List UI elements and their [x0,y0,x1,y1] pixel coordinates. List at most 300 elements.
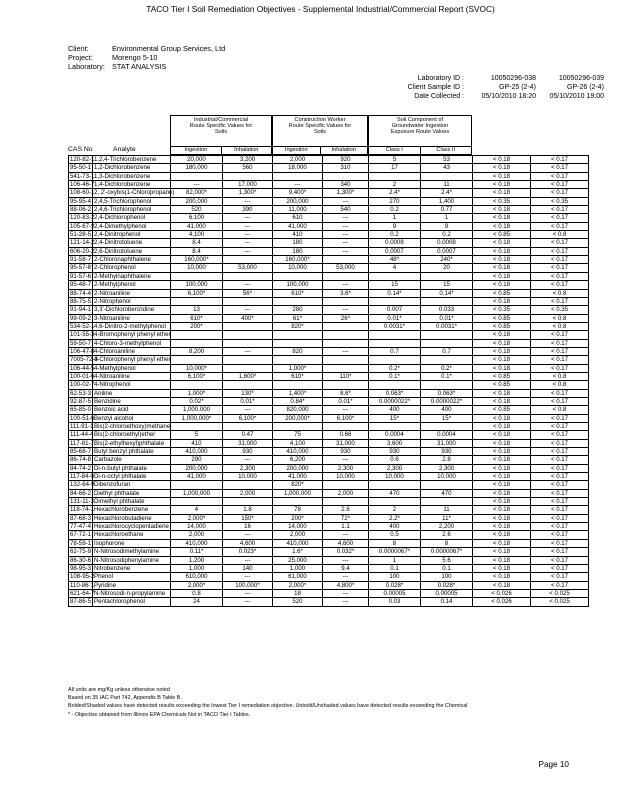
sample-1-result-cell: < 0.18 [473,214,531,222]
table-row [69,523,589,531]
ic-inhalation-cell: --- [223,589,273,597]
cas-cell: 534-52-1 [70,322,95,330]
cas-cell: 88-06-2 [70,206,92,214]
client-line [68,44,225,53]
analyte-cell: 2,4,5-Trichlorophenol [93,197,171,205]
sample-2-result-cell: < 0.8 [531,322,589,330]
cw-ingestion-cell: 180 [273,239,323,247]
ic-inhalation-cell: 140 [223,564,273,572]
ic-inhalation-cell [223,381,273,389]
table-row [69,489,589,497]
ic-ingestion-cell: 610,000 [171,573,223,581]
sample-2-result-cell: < 0.17 [531,256,589,264]
sample-2-result-cell: < 0.17 [531,239,589,247]
cw-inhalation-cell [323,498,369,506]
sample-2-result-cell: < 0.17 [531,431,589,439]
gw-class-1-cell: 2.2* [369,514,421,522]
table-row [69,264,589,272]
sample-1-result-cell: < 0.85 [473,406,531,414]
ic-inhalation-cell: 3,200 [223,156,273,164]
gw-class-2-cell: 0.7 [421,347,473,355]
footnote-shading: Bolded/Shaded values have detected results exceeding the lowest Tier I remediation objective. Unbold/Unshaded values have detected results exceeding the Chemical [68,703,468,710]
sample-1-result-cell: < 0.18 [473,439,531,447]
cas-cell: 7005-72-3 [70,356,98,364]
table-row [69,222,589,230]
sample-2-result-cell: < 0.17 [531,439,589,447]
ic-inhalation-cell: 56* [223,289,273,297]
cw-inhalation-cell [323,272,369,280]
gw-class-2-cell: 2.6 [421,531,473,539]
analyte-cell: Di-n-butyl phthalate [93,464,171,472]
project-line [68,53,157,62]
cas-cell: 106-44-5 [70,364,95,372]
cw-inhalation-cell: 2.6 [323,506,369,514]
cas-cell: 62-53-3 [70,389,92,397]
ic-ingestion-cell: 200,000 [171,464,223,472]
ic-inhalation-cell: --- [223,222,273,230]
analyte-cell: 4-Bromophenyl phenyl ether [94,331,171,339]
gw-subheader [369,146,471,154]
gw-class-1-cell: 0.5 [369,531,421,539]
sample-1-result-cell: < 0.18 [473,222,531,230]
sample-2-result-cell: < 0.17 [531,556,589,564]
analyte-cell: 2,4-Dichlorophenol [93,214,171,222]
sample-1-result-cell: < 0.18 [473,531,531,539]
cas-cell: 108-95-2 [70,573,95,581]
cw-inhalation-cell: 9.4 [323,564,369,572]
gw-class-2-cell: 0.0000067* [421,548,473,556]
table-row [69,589,589,597]
cas-cell: 105-67-9 [70,222,95,230]
cw-ingestion-cell: 2,000 [273,156,323,164]
table-row [69,431,589,439]
cas-cell: 111-44-4 [70,431,94,439]
cw-inhalation-cell: --- [323,214,369,222]
ic-inhalation-cell: 0.47 [223,431,273,439]
cw-ingestion-cell: 610 [273,214,323,222]
cas-cell: 65-85-0 [70,406,92,414]
gw-class-1-cell [369,356,421,364]
cw-inhalation-cell: 2,000 [323,489,369,497]
table-row [69,281,589,289]
gw-header-line-1: Soil Component of [396,117,444,123]
ic-inhalation-cell: 1,300* [223,189,273,197]
gw-class-2-cell: 0.033 [421,306,473,314]
sample-1-result-cell: < 0.18 [473,364,531,372]
cas-cell: 101-55-3 [70,331,95,339]
gw-class-2-cell: 2,200 [421,523,473,531]
table-row [69,322,589,330]
gw-class-1-cell: 9 [369,222,421,230]
sample-2-result-cell: < 0.17 [531,414,589,422]
sample-1-result-cell: < 0.18 [473,347,531,355]
table-row [69,372,589,380]
sample-2-result-cell: < 0.17 [531,356,589,364]
cas-cell: 606-20-2 [70,247,95,255]
gw-class-2-cell [421,339,473,347]
sample-1-result-cell: < 0.18 [473,498,531,506]
analyte-cell: 2,4-Dinitrotoluene [93,239,171,247]
cas-cell: 108-60-1 [70,189,95,197]
analyte-cell: N-Nitrosodi-n-propylamine [93,589,171,597]
sample-1-result-cell: < 0.18 [473,156,531,164]
cas-cell: 100-01-6 [70,372,95,380]
sample-1-result-cell: < 0.18 [473,206,531,214]
gw-class-2-cell: 11 [421,181,473,189]
cas-cell: 86-74-8 [70,456,92,464]
cas-cell: 77-47-4 [70,523,92,531]
cw-inhalation-cell: --- [323,556,369,564]
ic-ingestion-cell: 0.11* [171,548,223,556]
cw-subheader [273,146,367,154]
gw-class-2-cell [421,381,473,389]
table-row [69,506,589,514]
sample-1-result-cell: < 0.18 [473,264,531,272]
gw-class-1-cell: 4 [369,264,421,272]
cas-cell: 99-09-2 [70,314,92,322]
cw-ingestion-cell: 1,400* [273,389,323,397]
gw-class-2-cell: 100 [421,573,473,581]
sample-1-result-cell: < 0.18 [473,431,531,439]
sample-2-result-cell: < 0.17 [531,206,589,214]
cas-cell: 67-72-1 [70,531,92,539]
analyte-cell: 2-Methylphenol [93,281,171,289]
sample-2-result-cell: < 0.17 [531,156,589,164]
cw-inhalation-cell: 72* [323,514,369,522]
ic-inhalation-cell: 400* [223,314,273,322]
sample-2-result-cell: < 0.17 [531,172,589,180]
ic-ingestion-header: Ingestion [171,147,222,154]
sample-2-result-cell: < 0.17 [531,498,589,506]
gw-class-2-cell: 10,000 [421,473,473,481]
sample-1-result-cell: < 0.18 [473,256,531,264]
gw-class-2-cell: 0.2 [421,231,473,239]
sample-1-result-cell: < 0.18 [473,581,531,589]
sample-1-result-cell: < 0.18 [473,523,531,531]
cw-inhalation-cell [323,322,369,330]
sample-1-result-cell: < 0.026 [473,598,531,606]
footnote-units: All units are mg/Kg unless otherwise noted [68,687,170,693]
ic-ingestion-cell: 2,000* [171,514,223,522]
ic-inhalation-cell: 4,600 [223,539,273,547]
cw-ingestion-cell: 1.6* [273,548,323,556]
cw-inhalation-cell: --- [323,589,369,597]
gw-class-1-cell: 2 [369,181,421,189]
ic-header-line-3: Soils [214,129,228,136]
cw-inhalation-cell [323,339,369,347]
cw-inhalation-cell: 4,800* [323,581,369,589]
ic-inhalation-cell: --- [223,573,273,581]
table-row [69,464,589,472]
gw-class-1-cell: 930 [369,448,421,456]
cas-cell: 84-66-2 [70,489,92,497]
ic-inhalation-cell: --- [223,247,273,255]
analyte-cell: Benzidine [93,397,171,405]
analyte-cell: 4-Nitrophenol [93,381,171,389]
cw-inhalation-cell: 540 [323,206,369,214]
gw-class-2-header: Class II [436,147,456,153]
cw-ingestion-cell: 520 [273,598,323,606]
table-row [69,364,589,372]
ic-ingestion-cell: 2,000 [171,531,223,539]
cw-ingestion-cell: 10,000 [273,264,323,272]
gw-class-1-cell: 5 [369,156,421,164]
table-row [69,239,589,247]
cw-ingestion-cell [273,356,323,364]
cw-inhalation-cell [323,331,369,339]
gw-class-2-cell: 15* [421,414,473,422]
table-row [69,189,589,197]
cw-ingestion-cell: 9,400* [273,189,323,197]
sample-1-result-cell: < 0.18 [473,239,531,247]
cw-ingestion-cell: 18,000 [273,164,323,172]
sample-2-result-cell: < 0.17 [531,389,589,397]
cas-cell: 120-83-2 [70,214,95,222]
cw-inhalation-cell: 2,300 [323,464,369,472]
gw-class-2-cell: 11 [421,506,473,514]
gw-class-2-cell: 0.0031* [421,322,473,330]
gw-class-1-cell: 0.14* [369,289,421,297]
cw-ingestion-cell: 4,100 [273,439,323,447]
ic-ingestion-cell [171,339,223,347]
ic-ingestion-cell: 10,000 [171,264,223,272]
cas-cell: 95-95-4 [70,197,92,205]
gw-class-1-cell [369,331,421,339]
ic-inhalation-cell: 31,000 [223,439,273,447]
cw-inhalation-cell: 6,100* [323,414,369,422]
results-table [68,155,589,607]
sample-1-result-cell: < 0.18 [473,473,531,481]
gw-class-2-cell: 0.0008 [421,239,473,247]
gw-class-1-cell: 1 [369,214,421,222]
ic-ingestion-cell [171,297,223,305]
cw-inhalation-cell: --- [323,197,369,205]
ic-header-line-2: Route Specific Values for [189,123,253,130]
gw-class-2-cell: 0.01* [421,314,473,322]
cas-cell: 86-30-6 [70,556,92,564]
ic-inhalation-cell: --- [223,239,273,247]
ic-inhalation-cell [223,331,273,339]
sample-2-result-cell: < 0.17 [531,539,589,547]
table-row [69,473,589,481]
lab-id-1: 10050296-038 [490,75,536,82]
sample-1-result-cell: < 0.18 [473,456,531,464]
gw-class-2-cell: 240* [421,256,473,264]
sample-1-result-cell: < 0.18 [473,281,531,289]
cw-inhalation-cell [323,481,369,489]
gw-class-1-cell: 0.6 [369,456,421,464]
gw-class-1-cell [369,272,421,280]
sample-1-result-cell: < 0.85 [473,381,531,389]
cas-cell: 59-50-7 [70,339,92,347]
sample-2-result-cell: < 0.17 [531,523,589,531]
gw-class-2-cell: 0.063* [421,389,473,397]
gw-class-1-cell: 0.0000067* [369,548,421,556]
gw-class-1-header: Class I [369,147,421,154]
ic-inhalation-cell: --- [223,456,273,464]
cw-inhalation-cell [323,423,369,431]
cw-ingestion-cell: 1,000* [273,364,323,372]
cw-inhalation-cell: 0.66 [323,431,369,439]
gw-class-1-cell: 470 [369,489,421,497]
ic-ingestion-cell: 1,000,000* [171,414,223,422]
cw-ingestion-cell [273,331,323,339]
ic-inhalation-cell: --- [223,406,273,414]
cw-inhalation-cell: 3.6* [323,289,369,297]
cw-inhalation-cell: --- [323,347,369,355]
table-row [69,448,589,456]
cw-ingestion-cell: 160,000* [273,256,323,264]
ic-header [170,115,272,155]
table-row [69,556,589,564]
ic-inhalation-cell [223,172,273,180]
ic-ingestion-cell: 290 [171,456,223,464]
page-number: Page 10 [538,760,569,769]
cw-inhalation-cell: 1,300* [323,189,369,197]
cw-ingestion-cell: 6,200 [273,456,323,464]
cw-inhalation-cell [323,356,369,364]
ic-ingestion-cell [171,381,223,389]
gw-class-1-cell: 0.007 [369,306,421,314]
gw-class-2-cell: 0.0004 [421,431,473,439]
gw-class-2-cell: 5.6 [421,556,473,564]
cw-ingestion-cell: 180 [273,247,323,255]
cw-header-line-2: Route Specific Values for [288,123,352,130]
sample-2-result-cell: < 0.025 [531,598,589,606]
cw-ingestion-cell: 200,000 [273,197,323,205]
cw-ingestion-cell: --- [273,181,323,189]
sample-1-result-cell: < 0.35 [473,306,531,314]
ic-inhalation-cell: --- [223,281,273,289]
table-row [69,331,589,339]
ic-inhalation-cell: --- [223,214,273,222]
gw-class-2-cell: 20 [421,264,473,272]
gw-class-1-cell: 10,000 [369,473,421,481]
ic-ingestion-cell: 2,000* [171,581,223,589]
cw-ingestion-cell: 100,000 [273,281,323,289]
gw-class-1-cell: 15 [369,281,421,289]
cw-ingestion-cell [273,423,323,431]
ic-ingestion-cell: 520 [171,206,223,214]
ic-inhalation-cell [223,364,273,372]
analyte-cell: 2-Nitroaniline [93,289,171,297]
gw-class-2-cell: 9 [421,222,473,230]
ic-inhalation-cell [223,322,273,330]
gw-class-1-cell [369,498,421,506]
gw-class-2-cell: 8 [421,539,473,547]
ic-ingestion-cell: 82,000* [171,189,223,197]
sample-2-result-cell: < 0.17 [531,397,589,405]
table-row [69,256,589,264]
footnotes [68,686,467,719]
table-row [69,414,589,422]
cw-inhalation-cell: --- [323,531,369,539]
ic-inhalation-cell: 0.01* [223,397,273,405]
analyte-cell: 4-Chloroaniline [93,347,171,355]
gw-class-1-cell [369,297,421,305]
table-row [69,297,589,305]
cw-ingestion-cell: 2,000* [273,581,323,589]
laboratory-value: STAT ANALYSIS [112,62,167,71]
sample-2-result-cell: < 0.17 [531,489,589,497]
cas-cell: 106-47-8 [70,347,95,355]
cw-ingestion-cell: 61* [273,314,323,322]
analyte-cell: Pentachlorophenol [93,598,171,606]
cas-cell: 100-02-7 [70,381,95,389]
cw-ingestion-cell: 200* [273,514,323,522]
cw-ingestion-cell: 820,000 [273,406,323,414]
analyte-cell: Dimethyl phthalate [93,498,171,506]
gw-class-2-cell: 0.00005 [421,589,473,597]
cas-cell: 111-91-1 [70,423,94,430]
table-row [69,289,589,297]
sample-1-result-cell: < 0.85 [473,314,531,322]
cw-ingestion-cell: 41,000 [273,473,323,481]
footnote-asterisk: * - Objective obtained from Illinois EPA Chemicals Not in TACO Tier I Tables. [68,711,251,718]
table-row [69,314,589,322]
ic-ingestion-cell: 6,100* [171,289,223,297]
gw-class-1-cell: 0.028* [369,581,421,589]
sample-2-result-cell: < 0.17 [531,339,589,347]
gw-header [368,115,472,155]
gw-class-1-cell [369,381,421,389]
sample-1-result-cell: < 0.18 [473,389,531,397]
table-row [69,531,589,539]
ic-inhalation-cell: 0.023* [223,548,273,556]
ic-ingestion-cell: 14,000 [171,523,223,531]
ic-inhalation-cell: 100,000* [223,581,273,589]
ic-ingestion-cell: 8.4 [171,239,223,247]
table-row [69,272,589,280]
cas-cell: 621-64-7 [70,589,95,597]
cw-inhalation-cell: 0.032* [323,548,369,556]
table-row [69,381,589,389]
ic-ingestion-cell [171,423,223,431]
cas-cell: 117-84-0 [70,473,94,481]
ic-ingestion-cell: 410,000 [171,539,223,547]
table-row [69,231,589,239]
cw-inhalation-cell: 920 [323,156,369,164]
cw-inhalation-cell: --- [323,573,369,581]
cw-inhalation-header: Inhalation [331,147,356,153]
ic-inhalation-cell: 17,000 [223,181,273,189]
gw-class-1-cell: 8 [369,539,421,547]
analyte-cell: 1,3-Dichlorobenzene [93,172,171,180]
table-row [69,356,589,364]
sample-2-result-cell: < 0.8 [531,314,589,322]
gw-class-1-cell [369,172,421,180]
sample-1-result-cell: < 0.18 [473,272,531,280]
cw-ingestion-cell: 410,000 [273,539,323,547]
ic-inhalation-cell: --- [223,347,273,355]
sample-2-result-cell: < 0.35 [531,306,589,314]
cw-ingestion-cell: 61,000 [273,573,323,581]
sample-1-result-cell: < 0.18 [473,573,531,581]
cas-cell: 110-86-1 [70,581,94,589]
cw-inhalation-cell: --- [323,281,369,289]
cas-cell: 85-68-7 [70,448,92,456]
ic-inhalation-header: Inhalation [234,147,259,153]
cw-inhalation-cell: 4,600 [323,539,369,547]
cas-cell: 121-14-2 [70,239,95,247]
gw-class-2-cell: 0.2* [421,364,473,372]
ic-ingestion-cell: 0.02* [171,397,223,405]
analyte-cell: 2-Methylnaphthalene [93,272,171,280]
sample-1-result-cell: < 0.18 [473,172,531,180]
cas-cell: 117-81-7 [70,439,94,447]
analyte-cell: Bis(2-ethylhexyl)phthalate [93,439,171,447]
gw-class-1-cell: 0.0000022* [369,397,421,405]
